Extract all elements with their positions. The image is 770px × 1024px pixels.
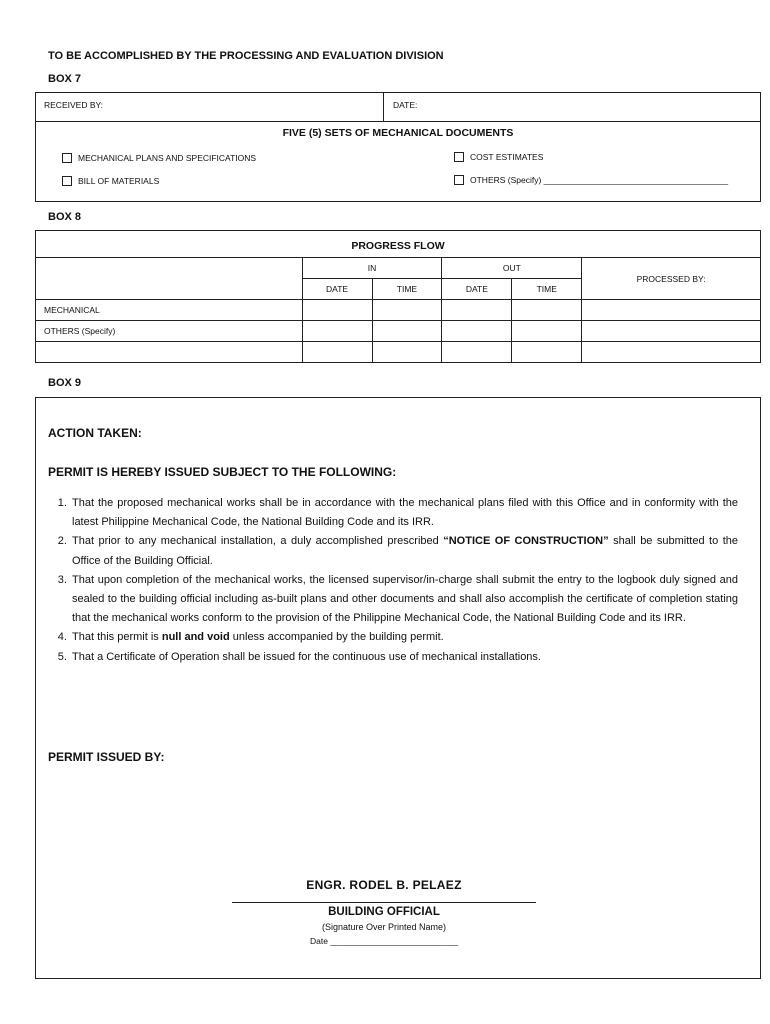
null-and-void-text: null and void [161, 631, 230, 644]
date-label: DATE: [393, 100, 418, 110]
condition-text: That prior to any mechanical installation, a duly accomplished prescribed [72, 535, 444, 548]
official-title: BUILDING OFFICIAL [328, 906, 440, 918]
box7-label: BOX 7 [48, 73, 82, 85]
table-row [36, 342, 761, 363]
processed-by-header: PROCESSED BY: [582, 258, 761, 300]
box9-label: BOX 9 [48, 377, 82, 389]
out-date-cell[interactable] [442, 342, 512, 363]
table-row [36, 321, 761, 342]
checkbox-label: MECHANICAL PLANS AND SPECIFICATIONS [78, 153, 257, 163]
checkbox-others[interactable] [454, 175, 728, 185]
in-time-cell[interactable] [372, 342, 442, 363]
in-date-cell[interactable] [302, 300, 372, 321]
condition-text: shall be submitted to the Office of the Building Official. [72, 535, 738, 567]
action-taken-label: ACTION TAKEN: [48, 426, 142, 440]
box7 [35, 92, 761, 202]
out-date-cell[interactable] [442, 321, 512, 342]
condition-text: That this permit is [72, 631, 162, 644]
processed-by-cell[interactable] [582, 321, 761, 342]
list-item [70, 628, 738, 647]
in-date-cell[interactable] [302, 321, 372, 342]
date-field[interactable]: Date ___________________________ [310, 936, 458, 946]
signature-note: (Signature Over Printed Name) [321, 922, 447, 932]
checkbox-mechanical-plans[interactable] [62, 153, 256, 163]
condition-text: That the proposed mechanical works shall be in accordance with the mechanical plans filed with this Office and in conformity with the latest Philippine Mechanical Code, the National Building Code and its IRR. [72, 497, 738, 529]
out-date-header: DATE [442, 279, 512, 300]
row-label-others: OTHERS (Specify) [36, 321, 303, 342]
list-item [70, 532, 738, 570]
list-item [70, 648, 738, 667]
checkbox-bill-of-materials[interactable] [62, 176, 159, 186]
permit-issued-by-label: PERMIT ISSUED BY: [48, 750, 165, 764]
condition-text: That a Certificate of Operation shall be issued for the continuous use of mechanical installations. [72, 650, 541, 663]
row-label-mechanical: MECHANICAL [36, 300, 303, 321]
checkbox-square[interactable] [454, 175, 464, 185]
progress-flow-title: PROGRESS FLOW [35, 230, 761, 258]
checkbox-label: OTHERS (Specify) _______________________________________ [470, 175, 729, 185]
out-time-cell[interactable] [512, 321, 582, 342]
out-time-cell[interactable] [512, 342, 582, 363]
out-time-header: TIME [512, 279, 582, 300]
progress-flow-table [35, 257, 761, 363]
official-name: ENGR. RODEL B. PELAEZ [306, 878, 462, 892]
out-date-cell[interactable] [442, 300, 512, 321]
checkbox-label: BILL OF MATERIALS [78, 176, 160, 186]
in-time-cell[interactable] [372, 321, 442, 342]
box8-label: BOX 8 [48, 211, 82, 223]
notice-of-construction-text: “NOTICE OF CONSTRUCTION” [443, 535, 609, 548]
in-time-cell[interactable] [372, 300, 442, 321]
list-item [70, 494, 738, 532]
table-row [36, 300, 761, 321]
condition-text: unless accompanied by the building permit. [229, 631, 444, 644]
checkbox-label: COST ESTIMATES [470, 152, 544, 162]
checkbox-square[interactable] [62, 153, 72, 163]
in-date-header: DATE [302, 279, 372, 300]
condition-text: That upon completion of the mechanical works, the licensed supervisor/in-charge shall submit the entry to the logbook duly signed and sealed to the building official including as-built plans and other documents and shall also accomplish the certificate of completion stating that the mechanical works conform to the provision of the Philippine Mechanical Code, the National Building Code and its IRR. [72, 573, 738, 625]
checkbox-square[interactable] [62, 176, 72, 186]
row-label-blank[interactable] [36, 342, 303, 363]
list-item [70, 571, 738, 629]
permit-conditions-heading: PERMIT IS HEREBY ISSUED SUBJECT TO THE FOLLOWING: [48, 465, 397, 479]
mechanical-documents-title: FIVE (5) SETS OF MECHANICAL DOCUMENTS [282, 127, 514, 139]
in-time-header: TIME [372, 279, 442, 300]
processed-by-cell[interactable] [582, 300, 761, 321]
out-time-cell[interactable] [512, 300, 582, 321]
checkbox-square[interactable] [454, 152, 464, 162]
processed-by-cell[interactable] [582, 342, 761, 363]
box7-divider [383, 93, 384, 121]
in-header: IN [302, 258, 442, 279]
signature-line [232, 902, 536, 903]
form-section-title: TO BE ACCOMPLISHED BY THE PROCESSING AND EVALUATION DIVISION [48, 50, 444, 62]
received-by-label: RECEIVED BY: [44, 100, 104, 110]
in-date-cell[interactable] [302, 342, 372, 363]
table-corner-cell [36, 258, 303, 300]
checkbox-cost-estimates[interactable] [454, 152, 543, 162]
box7-separator [36, 121, 760, 122]
permit-conditions-list [48, 494, 738, 667]
out-header: OUT [442, 258, 582, 279]
